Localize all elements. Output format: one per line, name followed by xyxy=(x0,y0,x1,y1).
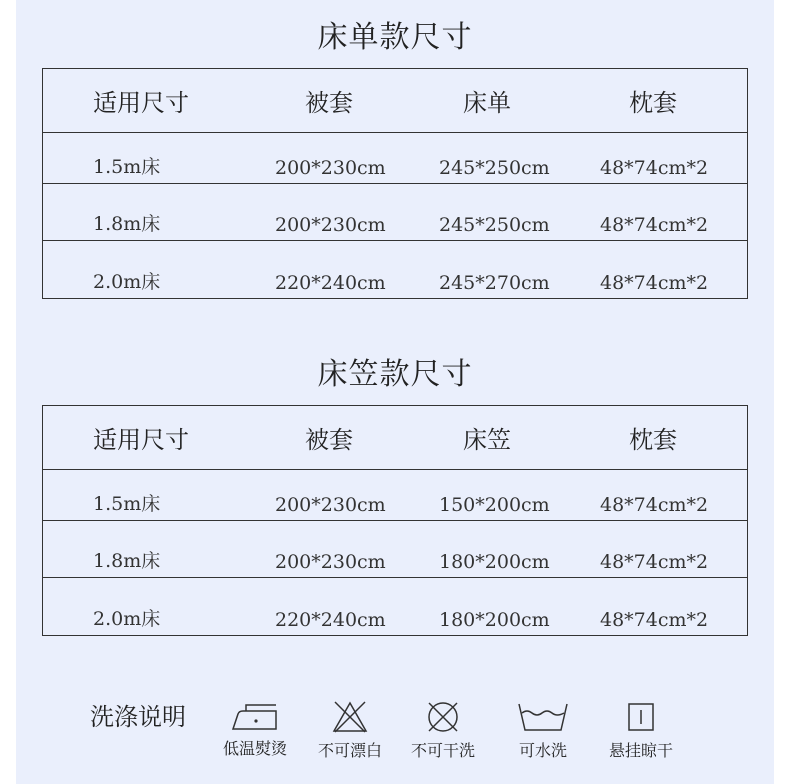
care-label: 不可干洗 xyxy=(410,741,475,760)
hang-dry-icon xyxy=(621,700,661,734)
table-cell: 2.0m床 xyxy=(93,271,161,293)
table-cell: 245*250cm xyxy=(439,157,550,179)
table-row xyxy=(43,184,747,241)
table-cell: 150*200cm xyxy=(439,494,550,516)
care-label: 不可漂白 xyxy=(317,741,382,760)
care-item-hang-dry xyxy=(596,700,686,761)
iron-low-temp-icon xyxy=(230,700,280,732)
table-cell: 200*230cm xyxy=(275,494,386,516)
header-cell-duvet: 被套 xyxy=(305,426,353,454)
header-cell-duvet: 被套 xyxy=(305,89,353,117)
care-item-no-bleach xyxy=(305,700,395,761)
table-header-row xyxy=(43,406,747,470)
table-cell: 48*74cm*2 xyxy=(600,551,709,573)
table-cell: 48*74cm*2 xyxy=(600,609,709,631)
fitted-size-table xyxy=(42,405,748,636)
header-cell-sheet: 床单 xyxy=(463,89,511,117)
table-cell: 48*74cm*2 xyxy=(600,272,709,294)
table-cell: 1.5m床 xyxy=(93,493,161,515)
table-cell: 2.0m床 xyxy=(93,608,161,630)
table-row xyxy=(43,470,747,521)
care-label: 可水洗 xyxy=(518,741,567,760)
header-cell-size: 适用尺寸 xyxy=(93,89,189,117)
care-item-iron xyxy=(210,700,300,759)
table-cell: 200*230cm xyxy=(275,157,386,179)
care-label: 悬挂晾干 xyxy=(608,741,673,760)
header-cell-size: 适用尺寸 xyxy=(93,426,189,454)
header-cell-pillowcase: 枕套 xyxy=(629,426,677,454)
table-cell: 1.5m床 xyxy=(93,156,161,178)
no-dry-clean-icon xyxy=(423,700,463,734)
table-cell: 200*230cm xyxy=(275,551,386,573)
no-bleach-icon xyxy=(330,700,370,734)
table-cell: 245*270cm xyxy=(439,272,550,294)
header-cell-pillowcase: 枕套 xyxy=(629,89,677,117)
table-cell: 220*240cm xyxy=(275,272,386,294)
table-cell: 180*200cm xyxy=(439,551,550,573)
sheet-size-table xyxy=(42,68,748,299)
care-label: 低温熨烫 xyxy=(222,739,287,758)
table-row xyxy=(43,578,747,635)
table-cell: 245*250cm xyxy=(439,214,550,236)
care-item-no-dry-clean xyxy=(398,700,488,761)
table-cell: 48*74cm*2 xyxy=(600,494,709,516)
sheet-section-title: 床单款尺寸 xyxy=(317,20,473,55)
table-cell: 1.8m床 xyxy=(93,213,161,235)
table-cell: 180*200cm xyxy=(439,609,550,631)
table-cell: 48*74cm*2 xyxy=(600,214,709,236)
header-cell-fitted-sheet: 床笠 xyxy=(463,426,511,454)
table-row xyxy=(43,133,747,184)
care-item-washable xyxy=(498,700,588,761)
table-row xyxy=(43,521,747,578)
table-row xyxy=(43,241,747,298)
care-title: 洗涤说明 xyxy=(90,703,186,731)
table-cell: 220*240cm xyxy=(275,609,386,631)
washable-icon xyxy=(516,700,570,734)
table-cell: 1.8m床 xyxy=(93,550,161,572)
table-cell: 200*230cm xyxy=(275,214,386,236)
table-header-row xyxy=(43,69,747,133)
fitted-section-title: 床笠款尺寸 xyxy=(317,357,473,392)
table-cell: 48*74cm*2 xyxy=(600,157,709,179)
